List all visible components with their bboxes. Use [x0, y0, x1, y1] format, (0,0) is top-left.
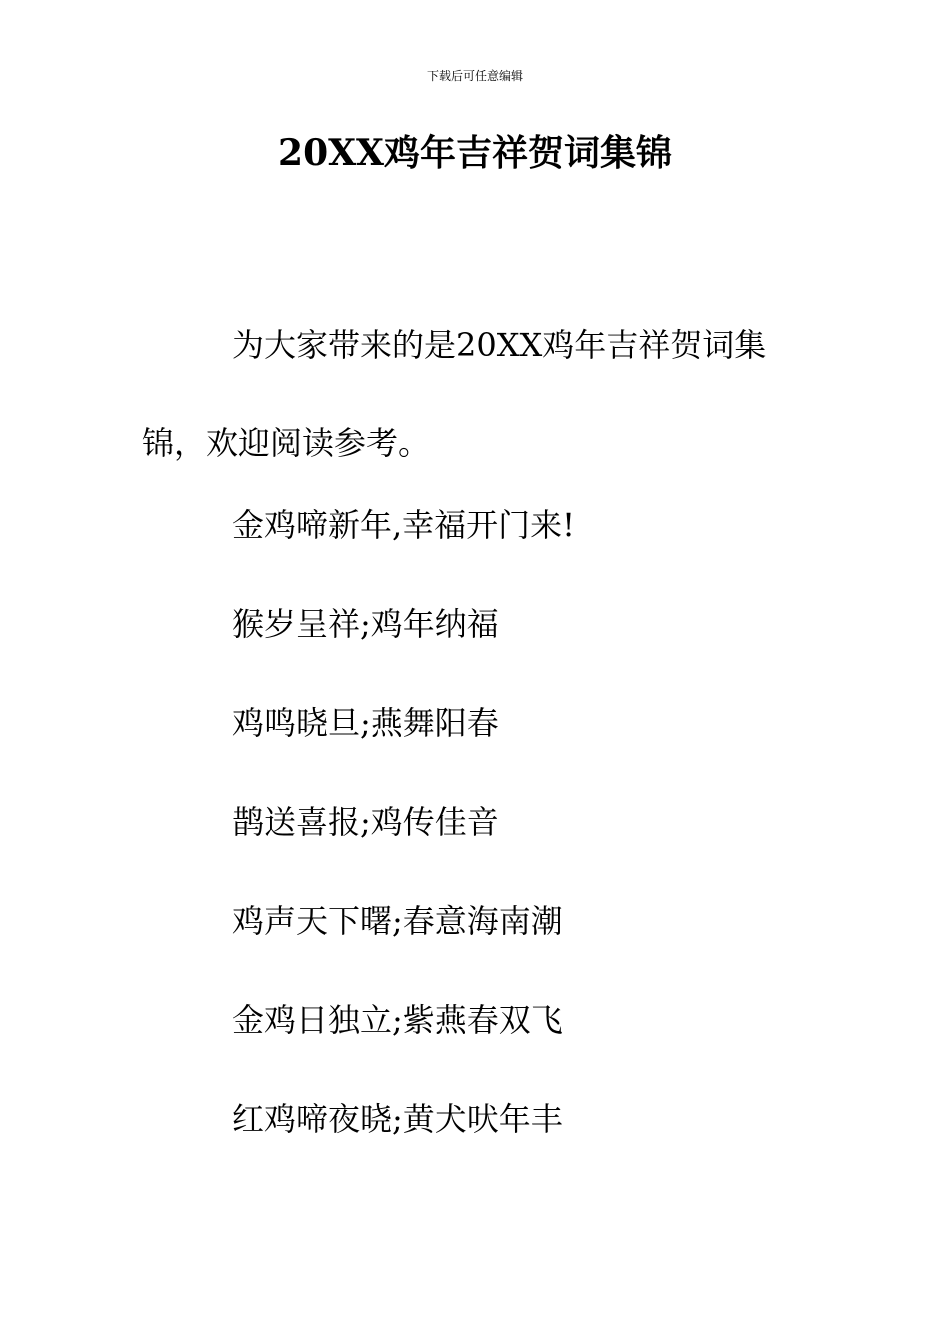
intro-paragraph: 为大家带来的是20XX鸡年吉祥贺词集锦，欢迎阅读参考。 — [142, 326, 767, 462]
greeting-line: 金鸡日独立;紫燕春双飞 — [232, 1001, 563, 1039]
greeting-line: 红鸡啼夜晓;黄犬吠年丰 — [232, 1100, 563, 1138]
greeting-line: 金鸡啼新年,幸福开门来! — [232, 506, 576, 544]
header-note: 下载后可任意编辑 — [426, 69, 523, 83]
greeting-line: 鸡声天下曙;春意海南潮 — [232, 902, 563, 940]
greeting-line: 猴岁呈祥;鸡年纳福 — [232, 605, 499, 643]
greeting-line: 鸡鸣晓旦;燕舞阳春 — [232, 704, 499, 742]
greeting-line: 鹊送喜报;鸡传佳音 — [232, 803, 499, 841]
document-title: 20XX鸡年吉祥贺词集锦 — [278, 132, 672, 174]
